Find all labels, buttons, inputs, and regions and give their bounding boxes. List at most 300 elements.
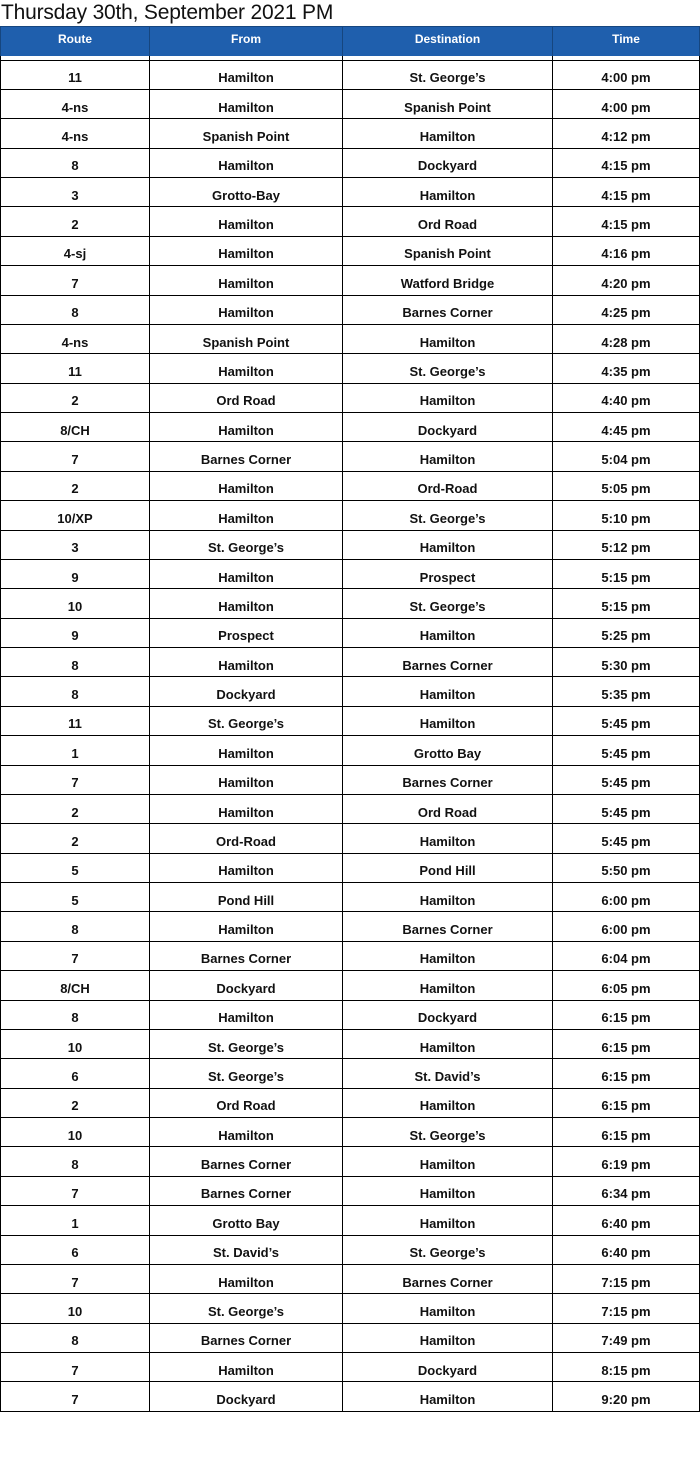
cell-destination-text: Hamilton: [419, 1186, 476, 1202]
cell-route: [1, 442, 150, 471]
table-row: [1, 119, 700, 148]
cell-destination: [343, 794, 553, 823]
cell-destination-text: Prospect: [419, 569, 476, 585]
cell-time-text: 7:15 pm: [601, 1303, 651, 1319]
cell-route-text: 2: [71, 217, 79, 233]
cell-time-text: 4:15 pm: [601, 158, 651, 174]
cell-time-text: 5:45 pm: [601, 716, 651, 732]
cell-from: [150, 442, 343, 471]
cell-from-text: St. George’s: [207, 716, 285, 732]
cell-from: [150, 354, 343, 383]
cell-route: [1, 60, 150, 89]
cell-destination: [343, 677, 553, 706]
cell-destination: [343, 383, 553, 412]
page-title: Thursday 30th, September 2021 PM: [1, 1, 334, 24]
cell-time-text: 6:40 pm: [601, 1245, 651, 1261]
cell-route-text: 7: [71, 1274, 79, 1290]
cell-route-text: 1: [71, 1215, 79, 1231]
cell-from-text: Hamilton: [218, 305, 274, 321]
cell-destination: [343, 207, 553, 236]
cell-destination-text: Watford Bridge: [400, 275, 495, 291]
cell-destination-text: Hamilton: [419, 628, 476, 644]
cell-destination-text: Hamilton: [419, 1098, 476, 1114]
cell-from: [150, 589, 343, 618]
cell-from: [150, 266, 343, 295]
cell-destination: [343, 236, 553, 265]
cell-from-text: St. David’s: [213, 1245, 279, 1261]
cell-destination-text: Hamilton: [419, 1157, 476, 1173]
cell-route: [1, 824, 150, 853]
cell-from-text: Hamilton: [218, 1362, 274, 1378]
cell-route: [1, 1147, 150, 1176]
cell-time-text: 5:45 pm: [601, 745, 651, 761]
cell-destination: [343, 1353, 553, 1382]
cell-time-text: 8:15 pm: [601, 1362, 651, 1378]
cell-route: [1, 295, 150, 324]
cell-time-text: 7:15 pm: [601, 1274, 651, 1290]
cell-time-text: 6:40 pm: [601, 1215, 651, 1231]
cell-time-text: 6:15 pm: [601, 1010, 651, 1026]
cell-time: [553, 824, 700, 853]
cell-destination: [343, 1294, 553, 1323]
table-row: [1, 1176, 700, 1205]
cell-destination-text: Hamilton: [419, 716, 476, 732]
cell-destination-text: Barnes Corner: [402, 657, 493, 673]
cell-destination: [343, 765, 553, 794]
cell-route-text: 7: [71, 1186, 79, 1202]
cell-destination: [343, 1147, 553, 1176]
cell-from-text: St. George’s: [207, 1303, 285, 1319]
cell-from: [150, 941, 343, 970]
cell-time-text: 5:15 pm: [601, 598, 651, 614]
cell-route-text: 2: [71, 481, 79, 497]
table-row: [1, 589, 700, 618]
cell-time-text: 6:19 pm: [601, 1157, 651, 1173]
table-row: [1, 1323, 700, 1352]
cell-time: [553, 912, 700, 941]
table-row: [1, 706, 700, 735]
cell-from-text: Hamilton: [218, 745, 274, 761]
cell-from: [150, 1353, 343, 1382]
cell-destination-text: Pond Hill: [419, 863, 476, 879]
cell-destination: [343, 853, 553, 882]
cell-from-text: Hamilton: [218, 217, 274, 233]
table-row: [1, 501, 700, 530]
cell-time-text: 4:00 pm: [601, 99, 651, 115]
cell-from: [150, 1294, 343, 1323]
table-row: [1, 618, 700, 647]
cell-from: [150, 794, 343, 823]
cell-destination-text: Grotto Bay: [413, 745, 482, 761]
cell-from-text: Barnes Corner: [200, 1157, 292, 1173]
cell-from-text: St. George’s: [207, 1068, 285, 1084]
cell-route-text: 10: [67, 1127, 83, 1143]
cell-from-text: Hamilton: [218, 598, 274, 614]
cell-destination: [343, 501, 553, 530]
cell-from: [150, 1029, 343, 1058]
cell-time: [553, 324, 700, 353]
cell-from-text: Ord Road: [216, 1098, 276, 1114]
cell-from: [150, 501, 343, 530]
cell-time-text: 4:45 pm: [601, 422, 651, 438]
column-header-time: Time: [553, 27, 700, 56]
cell-destination: [343, 706, 553, 735]
cell-route-text: 1: [71, 745, 79, 761]
cell-from: [150, 1206, 343, 1235]
cell-route-text: 4-ns: [61, 334, 89, 350]
cell-time-text: 4:15 pm: [601, 187, 651, 203]
cell-from: [150, 883, 343, 912]
cell-destination-text: Hamilton: [419, 1215, 476, 1231]
cell-from-text: Hamilton: [218, 99, 274, 115]
cell-time: [553, 1118, 700, 1147]
cell-destination-text: Barnes Corner: [402, 305, 493, 321]
cell-time: [553, 148, 700, 177]
cell-from-text: Hamilton: [218, 1010, 274, 1026]
cell-time-text: 6:15 pm: [601, 1068, 651, 1084]
cell-time: [553, 295, 700, 324]
cell-route-text: 11: [68, 70, 82, 86]
cell-route: [1, 648, 150, 677]
cell-route: [1, 1000, 150, 1029]
table-row: [1, 354, 700, 383]
cell-destination-text: St. George’s: [409, 363, 486, 379]
cell-route-text: 3: [71, 187, 79, 203]
cell-route-text: 11: [68, 716, 82, 732]
cell-route: [1, 324, 150, 353]
cell-from: [150, 1235, 343, 1264]
cell-from: [150, 530, 343, 559]
cell-route-text: 8/CH: [60, 980, 90, 996]
table-row: [1, 824, 700, 853]
table-row: [1, 648, 700, 677]
table-row: [1, 1059, 700, 1088]
cell-from: [150, 618, 343, 647]
cell-time-text: 5:04 pm: [601, 452, 651, 468]
table-row: [1, 207, 700, 236]
cell-route-text: 2: [71, 393, 79, 409]
cell-time-text: 5:35 pm: [601, 687, 651, 703]
cell-time: [553, 236, 700, 265]
cell-from-text: Barnes Corner: [200, 951, 292, 967]
cell-destination-text: Hamilton: [419, 1333, 476, 1349]
cell-destination: [343, 1059, 553, 1088]
table-row: [1, 794, 700, 823]
cell-from: [150, 295, 343, 324]
cell-route: [1, 1353, 150, 1382]
cell-time: [553, 794, 700, 823]
cell-time-text: 5:25 pm: [601, 628, 651, 644]
cell-time: [553, 1206, 700, 1235]
cell-destination-text: Barnes Corner: [402, 775, 493, 791]
cell-route-text: 2: [71, 1098, 79, 1114]
table-row: [1, 530, 700, 559]
table-row: [1, 1235, 700, 1264]
cell-time-text: 6:34 pm: [601, 1186, 651, 1202]
cell-time: [553, 1235, 700, 1264]
cell-route-text: 9: [71, 569, 79, 585]
cell-from: [150, 148, 343, 177]
cell-route: [1, 618, 150, 647]
cell-destination: [343, 1206, 553, 1235]
cell-route-text: 8: [71, 687, 79, 703]
bus-schedule-table: [0, 26, 700, 1412]
table-row: [1, 324, 700, 353]
cell-route-text: 8: [71, 1010, 79, 1026]
cell-destination: [343, 1323, 553, 1352]
cell-time-text: 9:20 pm: [601, 1392, 651, 1408]
cell-route: [1, 413, 150, 442]
cell-route-text: 7: [71, 951, 79, 967]
cell-time: [553, 1147, 700, 1176]
cell-destination-text: Hamilton: [419, 1303, 476, 1319]
cell-from: [150, 912, 343, 941]
cell-time-text: 5:45 pm: [601, 775, 651, 791]
cell-route: [1, 912, 150, 941]
cell-destination: [343, 148, 553, 177]
cell-from-text: Hamilton: [218, 158, 274, 174]
cell-from: [150, 853, 343, 882]
cell-route-text: 4-ns: [61, 128, 89, 144]
cell-from-text: Ord-Road: [216, 833, 276, 849]
table-row: [1, 1382, 700, 1411]
cell-time: [553, 589, 700, 618]
cell-time-text: 5:45 pm: [601, 833, 651, 849]
cell-from: [150, 765, 343, 794]
cell-time-text: 4:28 pm: [601, 334, 651, 350]
table-row: [1, 1118, 700, 1147]
cell-route-text: 5: [71, 863, 79, 879]
cell-from: [150, 1264, 343, 1293]
cell-time: [553, 765, 700, 794]
cell-route: [1, 677, 150, 706]
cell-time: [553, 442, 700, 471]
cell-time: [553, 648, 700, 677]
cell-time-text: 5:05 pm: [601, 481, 651, 497]
table-row: [1, 60, 700, 89]
cell-from: [150, 1088, 343, 1117]
cell-destination-text: Hamilton: [419, 187, 476, 203]
cell-from: [150, 1147, 343, 1176]
cell-destination-text: Hamilton: [419, 687, 476, 703]
cell-time: [553, 89, 700, 118]
cell-route: [1, 765, 150, 794]
cell-destination-text: Hamilton: [419, 334, 476, 350]
cell-destination: [343, 266, 553, 295]
cell-time: [553, 1000, 700, 1029]
cell-time: [553, 119, 700, 148]
cell-destination: [343, 589, 553, 618]
cell-destination-text: Ord Road: [417, 217, 478, 233]
cell-from: [150, 1000, 343, 1029]
cell-time: [553, 530, 700, 559]
cell-time: [553, 383, 700, 412]
cell-destination: [343, 354, 553, 383]
table-row: [1, 1206, 700, 1235]
cell-destination-text: St. George’s: [409, 598, 486, 614]
cell-time: [553, 559, 700, 588]
cell-from: [150, 207, 343, 236]
cell-route: [1, 471, 150, 500]
cell-destination-text: Hamilton: [419, 393, 476, 409]
cell-route-text: 10/XP: [57, 510, 93, 526]
cell-time: [553, 207, 700, 236]
cell-time: [553, 354, 700, 383]
cell-destination-text: Spanish Point: [404, 99, 491, 115]
cell-time: [553, 1353, 700, 1382]
cell-destination: [343, 89, 553, 118]
table-row: [1, 89, 700, 118]
cell-from-text: Hamilton: [218, 510, 274, 526]
cell-time: [553, 736, 700, 765]
cell-time-text: 4:35 pm: [601, 363, 651, 379]
cell-from-text: Hamilton: [218, 1127, 274, 1143]
cell-time-text: 6:15 pm: [601, 1039, 651, 1055]
cell-route: [1, 1088, 150, 1117]
cell-time-text: 5:50 pm: [601, 863, 651, 879]
cell-route: [1, 178, 150, 207]
cell-from-text: Prospect: [218, 628, 274, 644]
cell-destination: [343, 971, 553, 1000]
cell-destination: [343, 60, 553, 89]
cell-time-text: 6:15 pm: [601, 1098, 651, 1114]
cell-route: [1, 119, 150, 148]
cell-from-text: Hamilton: [218, 922, 274, 938]
cell-destination-text: Hamilton: [419, 1039, 476, 1055]
table-body: [1, 60, 700, 1411]
cell-time-text: 4:00 pm: [601, 70, 651, 86]
cell-route-text: 10: [67, 1303, 83, 1319]
cell-from: [150, 1176, 343, 1205]
cell-destination-text: Hamilton: [419, 128, 476, 144]
cell-from-text: Hamilton: [218, 363, 274, 379]
cell-from-text: Hamilton: [218, 70, 274, 86]
cell-route: [1, 853, 150, 882]
cell-route: [1, 883, 150, 912]
table-row: [1, 883, 700, 912]
cell-route-text: 8: [71, 1157, 79, 1173]
table-row: [1, 677, 700, 706]
cell-destination: [343, 119, 553, 148]
cell-from: [150, 971, 343, 1000]
table-row: [1, 236, 700, 265]
cell-destination-text: Hamilton: [419, 1392, 476, 1408]
table-row: [1, 383, 700, 412]
cell-destination-text: Hamilton: [419, 833, 476, 849]
cell-time: [553, 971, 700, 1000]
cell-from-text: Hamilton: [218, 246, 274, 262]
cell-route-text: 8: [71, 158, 79, 174]
cell-route: [1, 1206, 150, 1235]
cell-route: [1, 148, 150, 177]
cell-time: [553, 413, 700, 442]
cell-from: [150, 706, 343, 735]
cell-destination: [343, 178, 553, 207]
cell-route-text: 7: [71, 452, 79, 468]
cell-time-text: 6:00 pm: [601, 892, 651, 908]
cell-from: [150, 736, 343, 765]
cell-time: [553, 178, 700, 207]
table-row: [1, 1264, 700, 1293]
cell-route: [1, 941, 150, 970]
cell-route: [1, 501, 150, 530]
cell-from-text: Dockyard: [216, 1392, 276, 1408]
cell-route: [1, 971, 150, 1000]
cell-route-text: 8: [71, 922, 79, 938]
cell-route: [1, 89, 150, 118]
cell-time: [553, 618, 700, 647]
cell-route-text: 5: [71, 892, 79, 908]
cell-route-text: 9: [71, 628, 79, 644]
cell-route: [1, 266, 150, 295]
cell-time-text: 5:10 pm: [601, 510, 651, 526]
cell-destination: [343, 442, 553, 471]
cell-from-text: Barnes Corner: [200, 1333, 292, 1349]
cell-time: [553, 266, 700, 295]
table-row: [1, 853, 700, 882]
cell-route: [1, 706, 150, 735]
cell-from-text: Pond Hill: [217, 892, 275, 908]
cell-from-text: Spanish Point: [202, 334, 290, 350]
cell-destination: [343, 324, 553, 353]
table-row: [1, 413, 700, 442]
cell-time-text: 5:15 pm: [601, 569, 651, 585]
cell-time-text: 6:04 pm: [601, 951, 651, 967]
cell-time-text: 5:30 pm: [601, 657, 651, 673]
column-header-from: From: [150, 27, 343, 56]
cell-from: [150, 119, 343, 148]
cell-time: [553, 1059, 700, 1088]
cell-route-text: 7: [71, 1362, 79, 1378]
cell-route-text: 2: [71, 833, 79, 849]
cell-from: [150, 89, 343, 118]
cell-from-text: Barnes Corner: [200, 1186, 292, 1202]
cell-time-text: 6:00 pm: [601, 922, 651, 938]
cell-route-text: 6: [71, 1245, 79, 1261]
column-header-route: Route: [1, 27, 150, 56]
cell-destination-text: Hamilton: [419, 980, 476, 996]
cell-destination-text: Dockyard: [417, 1362, 478, 1378]
cell-from: [150, 559, 343, 588]
cell-route-text: 4-sj: [63, 246, 87, 262]
cell-destination: [343, 1118, 553, 1147]
cell-route: [1, 736, 150, 765]
cell-route: [1, 1264, 150, 1293]
column-header-destination: Destination: [343, 27, 553, 56]
cell-time: [553, 1382, 700, 1411]
cell-destination-text: Barnes Corner: [402, 922, 493, 938]
cell-from: [150, 324, 343, 353]
table-row: [1, 148, 700, 177]
cell-destination: [343, 413, 553, 442]
cell-time: [553, 941, 700, 970]
cell-destination-text: Hamilton: [419, 892, 476, 908]
cell-destination-text: Barnes Corner: [402, 1274, 493, 1290]
cell-from: [150, 471, 343, 500]
cell-from: [150, 178, 343, 207]
cell-destination-text: Ord-Road: [417, 481, 478, 497]
cell-time-text: 5:12 pm: [601, 540, 651, 556]
cell-route: [1, 794, 150, 823]
table-row: [1, 1147, 700, 1176]
cell-time: [553, 706, 700, 735]
table-row: [1, 912, 700, 941]
cell-from-text: Grotto-Bay: [212, 187, 280, 203]
cell-route: [1, 1029, 150, 1058]
cell-destination: [343, 941, 553, 970]
table-row: [1, 1088, 700, 1117]
cell-from: [150, 1382, 343, 1411]
